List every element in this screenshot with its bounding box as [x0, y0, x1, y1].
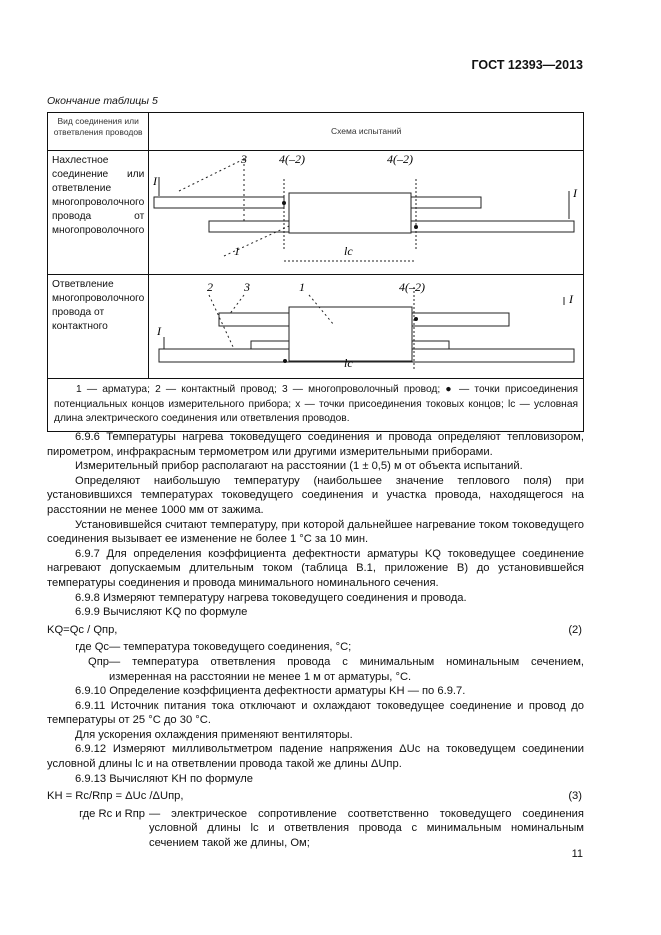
wire-right-lower [411, 221, 574, 232]
where-item: где Qc — температура токоведущего соединения, °С; [75, 641, 352, 654]
label-lc: lc [344, 356, 353, 370]
scheme-1-svg [149, 151, 582, 271]
fitting-body [289, 193, 411, 233]
wire-left-upper [154, 197, 284, 208]
where-item: где Rc и Rпр — электрическое сопротивление соответственно токоведущего соединения условной длины lc и ответвления провода с минимальным номинальным сечением такой же длины, Ом; [79, 807, 584, 850]
label-current-left: I [157, 324, 162, 338]
label-4: 4(–2) [399, 280, 426, 294]
diagram-branch-from-contact [149, 275, 584, 379]
page-number: 11 [571, 848, 583, 860]
label-2: 2 [207, 280, 214, 294]
fitting-body [289, 307, 412, 361]
label-lc: lc [344, 244, 353, 258]
scheme-2-svg [149, 275, 582, 375]
formula-number: (3) [568, 790, 582, 803]
label-current-left: I [153, 174, 158, 188]
row-label: Нахлестное соединение или ответвление многопроволочного провода от многопроволочного [48, 151, 149, 275]
paragraph: 6.9.10 Определение коэффициента дефектности арматуры KН — по 6.9.7. [75, 685, 466, 698]
label-4-a: 4(–2) [279, 152, 306, 166]
paragraph: 6.9.7 Для определения коэффициента дефектности арматуры KQ токоведущее соединение нагревают допускаемым длительным током (таблица В.1, приложение В) до установившейся температуры соединения и провода минимального номинального сечения. [47, 547, 584, 589]
paragraph: 6.9.12 Измеряют милливольтметром падение напряжения ΔUc на токоведущем соединении условной длины lc и на ответвлении провода такой же длины ΔUпр. [47, 743, 584, 771]
standard-header: ГОСТ 12393—2013 [471, 58, 583, 72]
paragraph: 6.9.11 Источник питания тока отключают и охлаждают токоведущее соединение и провод до температуры от 25 °С до 30 °С. [47, 699, 584, 727]
formula-number: (2) [568, 623, 582, 636]
wire-right-upper [411, 197, 481, 208]
label-1: 1 [234, 244, 241, 258]
label-3: 3 [244, 280, 251, 294]
paragraph: 6.9.6 Температуры нагрева токоведущего соединения и провода определяют тепловизором, пирометром, инфракрасным термометром или другими измерительными приборами. [47, 431, 584, 458]
paragraph: Установившейся считают температуру, при которой дальнейшее нагревание током токоведущего соединения вызывает ее изменение не более 1 °С за 10 мин. [47, 518, 584, 546]
body-text [47, 430, 584, 851]
paragraph: Для ускорения охлаждения применяют вентиляторы. [75, 728, 353, 741]
paragraph: 6.9.8 Измеряют температуру нагрева токоведущего соединения и провода. [75, 591, 467, 604]
label-current-right: I [569, 292, 574, 306]
diagram-overlap-connection [149, 151, 584, 275]
paragraph: Определяют наибольшую температуру (наибольшее значение теплового поля) при установившихся температурах токоведущего соединения и участка провода, находящегося на расстоянии не менее 1000 мм от зажима. [47, 474, 584, 516]
label-1: 1 [299, 280, 306, 294]
table-note: 1 — арматура; 2 — контактный провод; 3 — многопроволочный провод; ● — точки присоединения потенциальных концов измерительного прибора; x — точки присоединения токовых концов; lc — условная длина электрического соединения или ответвления проводов. [48, 379, 584, 432]
col-header-connection-type: Вид соединения или ответвления проводов [48, 113, 149, 151]
table-caption: Окончание таблицы 5 [47, 95, 158, 107]
paragraph: Измерительный прибор располагают на расстоянии (1 ± 0,5) м от объекта испытаний. [75, 460, 523, 473]
formula-2: KQ=Qc / Qпр, (2) [47, 623, 582, 636]
label-4-b: 4(–2) [387, 152, 414, 166]
where-item: Qпр — температура ответвления провода с минимальным номинальным сечением, измеренная на расстоянии не менее 1 м от арматуры, °С. [88, 655, 584, 683]
paragraph: 6.9.13 Вычисляют KН по формуле [75, 772, 253, 785]
paragraph: 6.9.9 Вычисляют KQ по формуле [75, 606, 248, 619]
row-label: Ответвление многопроволочного провода от контактного [48, 275, 149, 379]
test-scheme-table [47, 112, 584, 432]
col-header-test-scheme: Схема испытаний [149, 113, 584, 151]
formula-3: KН = Rc/Rпр = ΔUc /ΔUпр, (3) [47, 790, 582, 803]
wire-left-lower [209, 221, 289, 232]
label-3: 3 [241, 152, 248, 166]
label-current-right: I [573, 186, 578, 200]
